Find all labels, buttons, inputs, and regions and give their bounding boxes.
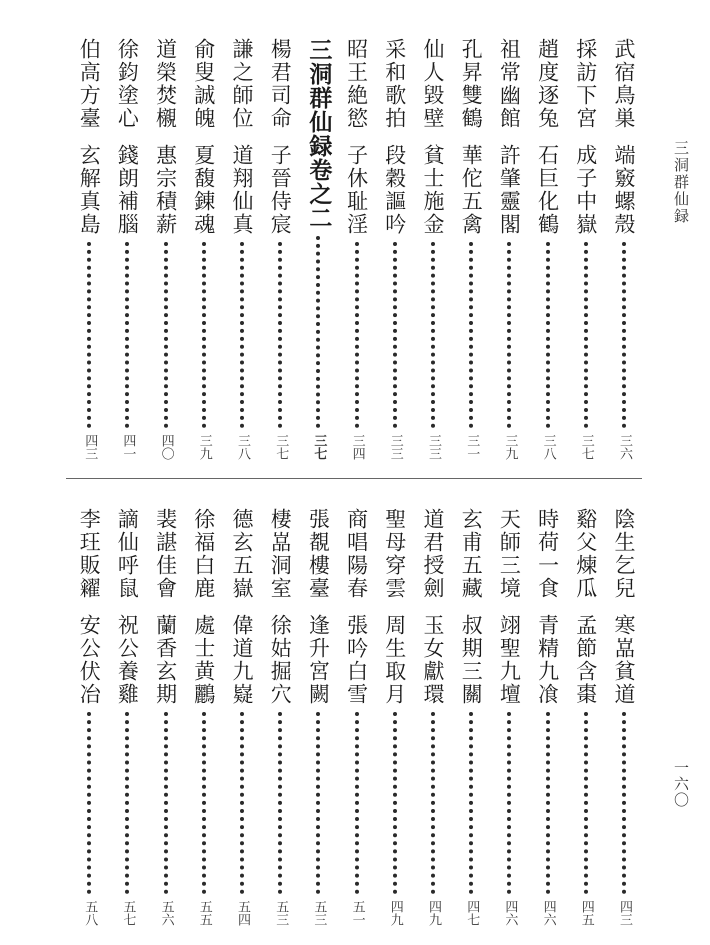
- toc-entry[interactable]: [305, 508, 331, 926]
- toc-entry-title-b: 許肇靈閣: [497, 144, 522, 236]
- toc-entry-title-a: 謫仙呼鼠: [115, 508, 140, 600]
- toc-entry-title-a: 楊君司命: [268, 38, 293, 130]
- toc-entry-title-a: 伯高方臺: [77, 38, 102, 130]
- toc-entry-title-b: 周生取月: [382, 614, 407, 706]
- dot-leader: [87, 242, 91, 428]
- toc-entry-title-b: 安公伏冶: [77, 614, 102, 706]
- toc-entry-title-a: 時荷一食: [535, 508, 560, 600]
- toc-entry[interactable]: [191, 508, 217, 926]
- toc-entry-title-b: 逢升宮闕: [306, 614, 331, 706]
- dot-leader: [469, 242, 473, 428]
- toc-page-number: 三七: [311, 434, 327, 460]
- toc-entry[interactable]: [382, 508, 408, 926]
- dot-leader: [546, 712, 550, 894]
- toc-entry-title-b: 叔期三關: [459, 614, 484, 706]
- dot-leader: [202, 242, 206, 428]
- dot-leader: [240, 242, 244, 428]
- toc-entry-title-b: 蘭香玄期: [153, 614, 178, 706]
- section-divider: [66, 478, 642, 479]
- toc-page-number: 三三: [387, 434, 403, 460]
- toc-page-number: 三八: [540, 434, 556, 460]
- toc-entry[interactable]: [267, 38, 293, 460]
- toc-page-number: 五五: [196, 900, 212, 926]
- toc-page-number: 五三: [311, 900, 327, 926]
- toc-page-number: 三三: [426, 434, 441, 460]
- toc-entry-title-a: 謙之師位: [230, 38, 254, 130]
- toc-entry-title-b: 夏馥錬魂: [191, 144, 216, 236]
- dot-leader: [125, 242, 129, 428]
- toc-page-number: 五八: [82, 900, 98, 926]
- toc-entry[interactable]: [496, 508, 522, 926]
- toc-page-number: 三九: [502, 434, 518, 460]
- toc-entry-title-b: 石巨化鶴: [535, 144, 560, 236]
- dot-leader: [622, 242, 626, 428]
- toc-entry-title-a: 裴諶佳會: [153, 508, 178, 600]
- toc-entry[interactable]: [267, 508, 293, 926]
- toc-entry-title-b: 子晉侍宸: [268, 144, 293, 236]
- toc-entry-title-a: 玄甫五藏: [459, 508, 484, 600]
- toc-entry[interactable]: [191, 38, 217, 460]
- dot-leader: [507, 242, 511, 428]
- toc-chapter-heading[interactable]: [305, 38, 331, 460]
- toc-entry-title-b: 玄解真島: [77, 144, 102, 236]
- dot-leader: [431, 712, 435, 894]
- toc-entry-title-a: 聖母穿雲: [382, 508, 407, 600]
- toc-entry-title-b: 翊聖九壇: [497, 614, 522, 706]
- toc-entry-title-a: 趙度逐兔: [535, 38, 560, 130]
- dot-leader: [278, 242, 282, 428]
- toc-entry[interactable]: [382, 38, 408, 460]
- toc-entry-title-a: 三洞群仙録卷之二: [305, 38, 333, 230]
- dot-leader: [164, 712, 168, 894]
- dot-leader: [393, 242, 397, 428]
- toc-entry[interactable]: [458, 38, 484, 460]
- toc-entry-title-a: 採訪下宮: [573, 38, 598, 130]
- toc-page-number: 三一: [464, 434, 480, 460]
- toc-entry-title-b: 華佗五禽: [459, 144, 484, 236]
- toc-entry[interactable]: [344, 38, 370, 460]
- toc-entry[interactable]: [535, 508, 561, 926]
- toc-entry[interactable]: [114, 508, 140, 926]
- toc-entry-title-a: 棲嵓洞室: [268, 508, 293, 600]
- toc-entry[interactable]: [535, 38, 561, 460]
- toc-entry-title-b: 徐姑掘穴: [268, 614, 293, 706]
- toc-entry-title-b: 偉道九嶷: [230, 614, 254, 706]
- toc-entry[interactable]: [420, 508, 446, 926]
- page-number: 一六〇: [672, 760, 690, 808]
- toc-page-number: 四五: [578, 900, 594, 926]
- toc-page-number: 五六: [158, 900, 174, 926]
- dot-leader: [316, 712, 320, 894]
- toc-entry-title-a: 天師三境: [497, 508, 522, 600]
- dot-leader: [393, 712, 397, 894]
- toc-page-number: 四九: [426, 900, 441, 926]
- toc-entry-title-a: 仙人毀壁: [421, 38, 445, 130]
- toc-entry-title-a: 俞叟誠魄: [191, 38, 216, 130]
- toc-entry-title-a: 道君授劍: [421, 508, 445, 600]
- toc-entry-title-b: 錢朗補腦: [115, 144, 140, 236]
- toc-page-number: 三四: [349, 434, 365, 460]
- toc-page-number: 四〇: [158, 434, 174, 460]
- toc-entry[interactable]: [611, 508, 637, 926]
- toc-entry-title-a: 徐鈞塗心: [115, 38, 140, 130]
- toc-entry-title-a: 李玨販糴: [77, 508, 102, 600]
- toc-entry-title-b: 子休耻淫: [344, 144, 369, 236]
- dot-leader: [584, 242, 588, 428]
- dot-leader: [202, 712, 206, 894]
- dot-leader: [355, 712, 359, 894]
- dot-leader: [125, 712, 129, 894]
- toc-page-number: 四一: [120, 434, 136, 460]
- toc-entry-title-a: 孔昇雙鶴: [459, 38, 484, 130]
- toc-entry-title-a: 采和歌拍: [382, 38, 407, 130]
- toc-entry-title-b: 孟節含棗: [573, 614, 598, 706]
- dot-leader: [546, 242, 550, 428]
- running-head: 三洞群仙録: [672, 140, 690, 225]
- dot-leader: [431, 242, 435, 428]
- toc-page-number: 五七: [120, 900, 136, 926]
- dot-leader: [584, 712, 588, 894]
- toc-page-number: 五三: [273, 900, 289, 926]
- toc-page-number: 四三: [82, 434, 98, 460]
- toc-entry[interactable]: [573, 38, 599, 460]
- dot-leader: [507, 712, 511, 894]
- dot-leader: [164, 242, 168, 428]
- dot-leader: [316, 236, 320, 428]
- toc-entry-title-a: 商唱陽春: [344, 508, 369, 600]
- toc-entry[interactable]: [76, 508, 102, 926]
- toc-entry[interactable]: [344, 508, 370, 926]
- toc-entry[interactable]: [458, 508, 484, 926]
- toc-page-number: 三七: [578, 434, 594, 460]
- toc-entry-title-b: 青精九飡: [535, 614, 560, 706]
- toc-entry-title-a: 道榮焚櫬: [153, 38, 178, 130]
- toc-entry-title-a: 徐福白鹿: [191, 508, 216, 600]
- toc-page-number: 四六: [540, 900, 556, 926]
- toc-entry-title-a: 祖常幽館: [497, 38, 522, 130]
- toc-entry-title-a: 武宿鳥巣: [612, 38, 636, 130]
- toc-entry[interactable]: [496, 38, 522, 460]
- toc-entry-title-b: 處士黄鸝: [191, 614, 216, 706]
- toc-page-number: 四三: [617, 900, 632, 926]
- toc-entry-title-a: 谿父煉瓜: [573, 508, 598, 600]
- toc-entry-title-b: 惠宗積薪: [153, 144, 178, 236]
- toc-entry[interactable]: [573, 508, 599, 926]
- toc-page-number: 三七: [273, 434, 289, 460]
- toc-entry-title-b: 寒嵓貧道: [612, 614, 636, 706]
- dot-leader: [278, 712, 282, 894]
- toc-entry-title-b: 玉女獻環: [421, 614, 445, 706]
- toc-entry-title-a: 德玄五嶽: [230, 508, 254, 600]
- toc-entry[interactable]: [229, 508, 255, 926]
- toc-entry-title-a: 張覩樓臺: [306, 508, 331, 600]
- toc-entry-title-b: 端竅螺殼: [612, 144, 636, 236]
- toc-entry-title-a: 昭王絶慾: [344, 38, 369, 130]
- toc-entry[interactable]: [420, 38, 446, 460]
- toc-page-number: 三八: [235, 434, 250, 460]
- toc-entry-title-b: 祝公養雞: [115, 614, 140, 706]
- toc-entry-title-b: 張吟白雪: [344, 614, 369, 706]
- toc-entry-title-b: 貧士施金: [421, 144, 445, 236]
- toc-page-number: 五四: [235, 900, 250, 926]
- toc-entry-title-b: 段穀謳吟: [382, 144, 407, 236]
- toc-entry-title-b: 成子中嶽: [573, 144, 598, 236]
- dot-leader: [240, 712, 244, 894]
- toc-page-number: 四七: [464, 900, 480, 926]
- toc-entry[interactable]: [153, 508, 179, 926]
- dot-leader: [87, 712, 91, 894]
- dot-leader: [469, 712, 473, 894]
- dot-leader: [622, 712, 626, 894]
- dot-leader: [355, 242, 359, 428]
- toc-page-number: 四六: [502, 900, 518, 926]
- toc-entry-title-b: 道翔仙真: [230, 144, 254, 236]
- toc-page-number: 三九: [196, 434, 212, 460]
- toc-page-number: 三六: [617, 434, 632, 460]
- toc-entry[interactable]: [153, 38, 179, 460]
- toc-entry[interactable]: [611, 38, 637, 460]
- toc-entry[interactable]: [229, 38, 255, 460]
- toc-entry[interactable]: [114, 38, 140, 460]
- toc-entry[interactable]: [76, 38, 102, 460]
- toc-entry-title-a: 陰生乞兒: [612, 508, 636, 600]
- toc-page-number: 五一: [349, 900, 365, 926]
- toc-page-number: 四九: [387, 900, 403, 926]
